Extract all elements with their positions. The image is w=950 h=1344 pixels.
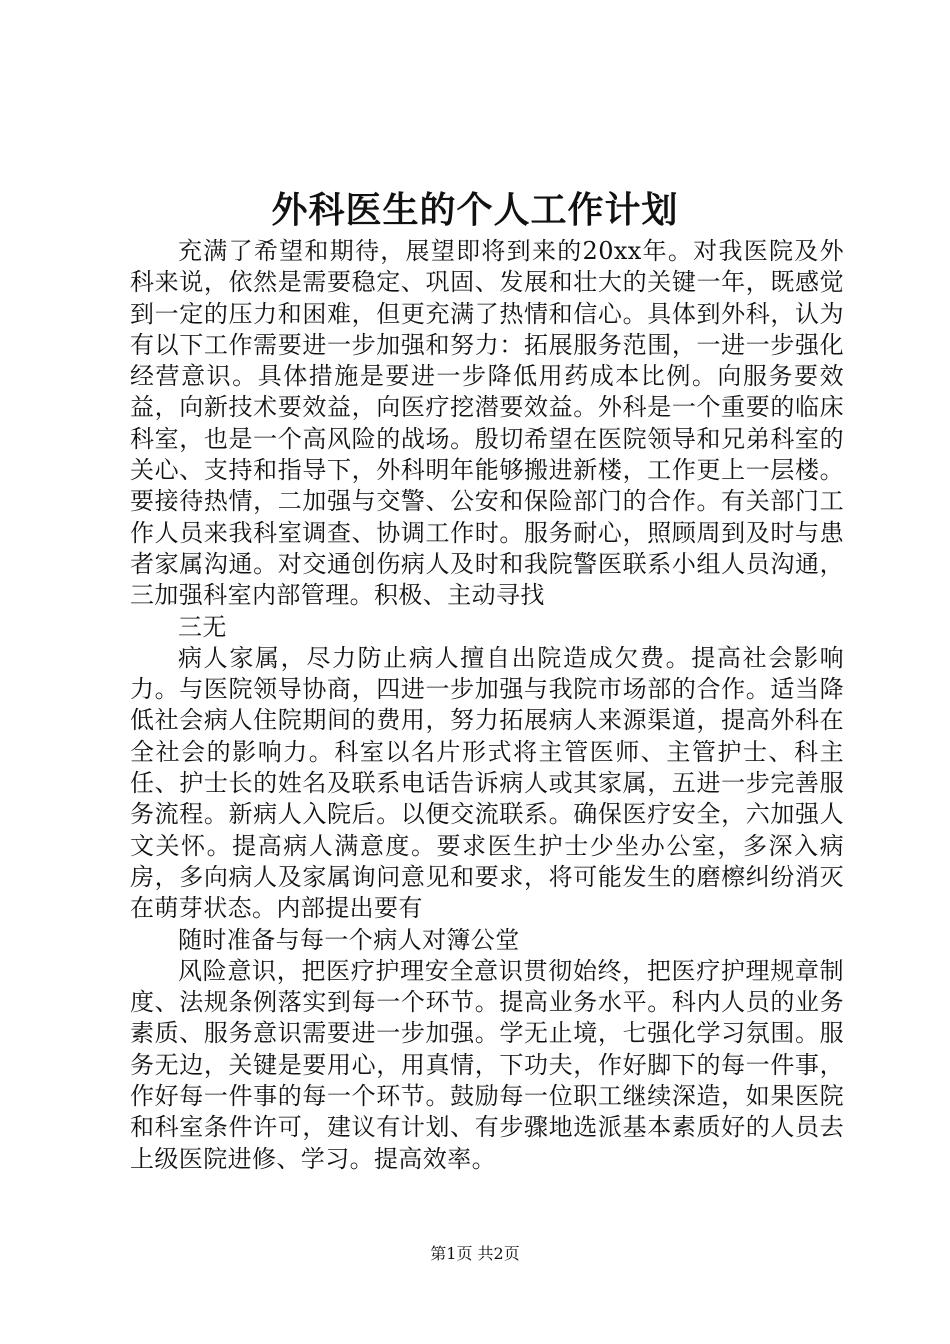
paragraph-1: 充满了希望和期待，展望即将到来的20xx年。对我医院及外科来说，依然是需要稳定、巩固、发展和壮大的关键一年，既感觉到一定的压力和困难，但更充满了热情和信心。具体到外科，认为有以下工作需要进一步加强和努力：拓展服务范围，一进一步强化经营意识。具体措施是要进一步降低用药成本比例。向服务要效益，向新技术要效益，向医疗挖潜要效益。外科是一个重要的临床科室，也是一个高风险的战场。殷切希望在医院领导和兄弟科室的关心、支持和指导下，外科明年能够搬进新楼，工作更上一层楼。要接待热情，二加强与交警、公安和保险部门的合作。有关部门工作人员来我科室调查、协调工作时。服务耐心，照顾周到及时与患者家属沟通。对交通创伤病人及时和我院警医联系小组人员沟通，三加强科室内部管理。积极、主动寻找 <box>130 237 844 610</box>
document-body <box>130 236 844 1175</box>
paragraph-3: 病人家属，尽力防止病人擅自出院造成欠费。提高社会影响力。与医院领导协商，四进一步加强与我院市场部的合作。适当降低社会病人住院期间的费用，努力拓展病人来源渠道，提高外科在全社会的影响力。科室以名片形式将主管医师、主管护士、科主任、护士长的姓名及联系电话告诉病人或其家属，五进一步完善服务流程。新病人入院后。以便交流联系。确保医疗安全，六加强人文关怀。提高病人满意度。要求医生护士少坐办公室，多深入病房，多向病人及家属询问意见和要求，将可能发生的磨檫纠纷消灭在萌芽状态。内部提出要有 <box>130 643 844 923</box>
page-footer: 第1页 共2页 <box>430 1244 520 1263</box>
document-title: 外科医生的个人工作计划 <box>271 189 679 231</box>
paragraph-2: 三无 <box>178 612 227 641</box>
paragraph-4: 随时准备与每一个病人对簿公堂 <box>178 925 520 954</box>
paragraph-5: 风险意识，把医疗护理安全意识贯彻始终，把医疗护理规章制度、法规条例落实到每一个环节。提高业务水平。科内人员的业务素质、服务意识需要进一步加强。学无止境，七强化学习氛围。服务无边，关键是要用心，用真情，下功夫，作好脚下的每一件事，作好每一件事的每一个环节。鼓励每一位职工继续深造，如果医院和科室条件许可，建议有计划、有步骤地选派基本素质好的人员去上级医院进修、学习。提高效率。 <box>130 956 844 1173</box>
